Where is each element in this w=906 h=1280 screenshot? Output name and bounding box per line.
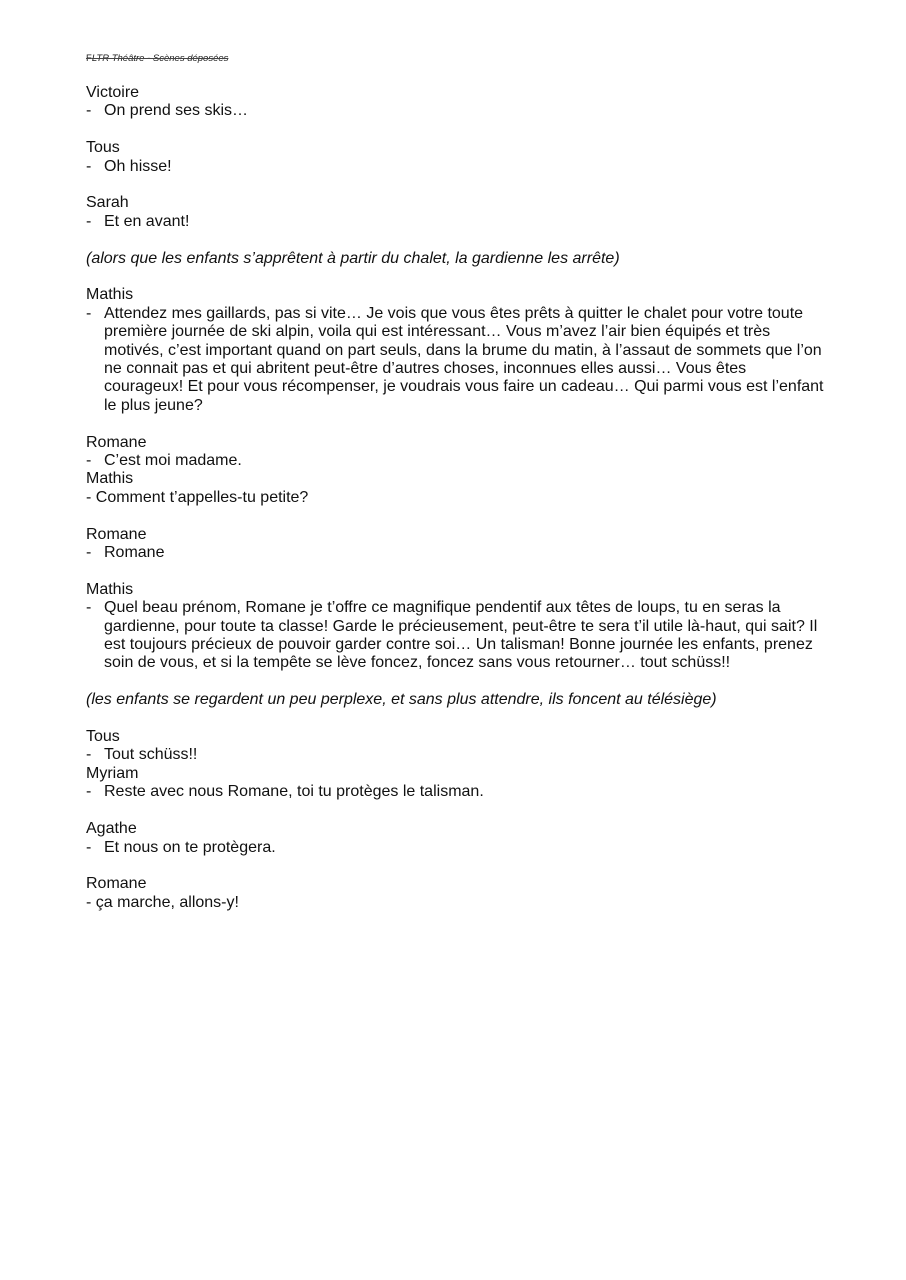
script-body	[86, 84, 826, 912]
stage-direction: (alors que les enfants s’apprêtent à partir du chalet, la gardienne les arrête)	[86, 249, 620, 267]
dash-mark: -	[86, 544, 92, 562]
speaker-name: Sarah	[86, 194, 129, 212]
dialogue-line	[86, 544, 826, 562]
header-title: LTR Théâtre - Scènes déposées	[91, 53, 229, 64]
dialogue-line	[86, 102, 826, 120]
dialogue-myriam	[86, 765, 826, 802]
dash-mark: -	[86, 746, 92, 764]
dialogue-mathis	[86, 286, 826, 415]
speaker-name: Agathe	[86, 820, 137, 838]
speaker-name: Myriam	[86, 764, 139, 782]
dialogue-sarah	[86, 194, 826, 231]
line-text: Et nous on te protègera.	[104, 838, 276, 856]
dash-mark: -	[86, 838, 92, 856]
speaker-name: Romane	[86, 525, 147, 543]
dash-mark: -	[86, 599, 92, 617]
dialogue-romane	[86, 526, 826, 563]
dialogue-line	[86, 305, 826, 415]
dialogue-victoire	[86, 84, 826, 121]
line-text: - ça marche, allons-y!	[86, 893, 239, 911]
speaker-name: Tous	[86, 728, 120, 746]
header-first-letter: F	[86, 53, 92, 64]
dash-mark: -	[86, 157, 92, 175]
dash-mark: -	[86, 304, 92, 322]
stage-direction: (les enfants se regardent un peu perplexe, et sans plus attendre, ils foncent au télésiège)	[86, 691, 717, 709]
dialogue-romane	[86, 875, 826, 912]
dialogue-romane	[86, 434, 826, 471]
dialogue-line	[86, 783, 826, 801]
line-text: Reste avec nous Romane, toi tu protèges le talisman.	[104, 783, 484, 801]
dialogue-agathe	[86, 820, 826, 857]
dialogue-line	[86, 213, 826, 231]
dialogue-mathis	[86, 581, 826, 673]
speaker-name: Mathis	[86, 580, 134, 598]
speaker-name: Romane	[86, 875, 147, 893]
line-text: C’est moi madame.	[104, 452, 242, 470]
dash-mark: -	[86, 783, 92, 801]
dialogue-line	[86, 158, 826, 176]
dialogue-tous	[86, 728, 826, 765]
page-header	[86, 53, 228, 64]
dialogue-line	[86, 839, 826, 857]
dash-mark: -	[86, 452, 92, 470]
line-text: On prend ses skis…	[104, 102, 249, 120]
dash-mark: -	[86, 102, 92, 120]
speaker-name: Tous	[86, 139, 120, 157]
line-text: Tout schüss!!	[104, 746, 198, 764]
line-text: Romane	[104, 544, 165, 562]
speaker-name: Mathis	[86, 470, 134, 488]
line-text: Et en avant!	[104, 212, 190, 230]
speaker-name: Victoire	[86, 84, 140, 101]
dash-mark: -	[86, 212, 92, 230]
dialogue-line	[86, 746, 826, 764]
dialogue-line	[86, 452, 826, 470]
speaker-name: Romane	[86, 433, 147, 451]
dialogue-tous	[86, 139, 826, 176]
line-text: - Comment t’appelles-tu petite?	[86, 488, 309, 506]
speaker-name: Mathis	[86, 286, 134, 304]
line-text: Attendez mes gaillards, pas si vite… Je vois que vous êtes prêts à quitter le chalet pour votre toute première journée de ski alpin, voila qui est intéressant… Vous m’avez l’air bien équipés et très motivés, c’est important quand on part seuls, dans la brume du matin, à l’assaut de sommets que l’on ne connait pas et qui abritent peut-être d’autres choses, inconnues elles aussi… Vous êtes courageux! Et pour vous récompenser, je voudrais vous faire un cadeau… Qui parmi vous est l’enfant le plus jeune?	[104, 304, 824, 414]
line-text: Oh hisse!	[104, 157, 172, 175]
line-text: Quel beau prénom, Romane je t’offre ce magnifique pendentif aux têtes de loups, tu en seras la gardienne, pour toute ta classe! Garde le précieusement, peut-être te sera t’il utile là-haut, qui sait? Il est toujours précieux de pouvoir garder contre soi… Un talisman! Bonne journée les enfants, prenez soin de vous, et si la tempête se lève foncez, foncez sans vous retourner… tout schüss!!	[104, 599, 818, 672]
dialogue-line	[86, 599, 826, 673]
dialogue-mathis	[86, 470, 826, 507]
